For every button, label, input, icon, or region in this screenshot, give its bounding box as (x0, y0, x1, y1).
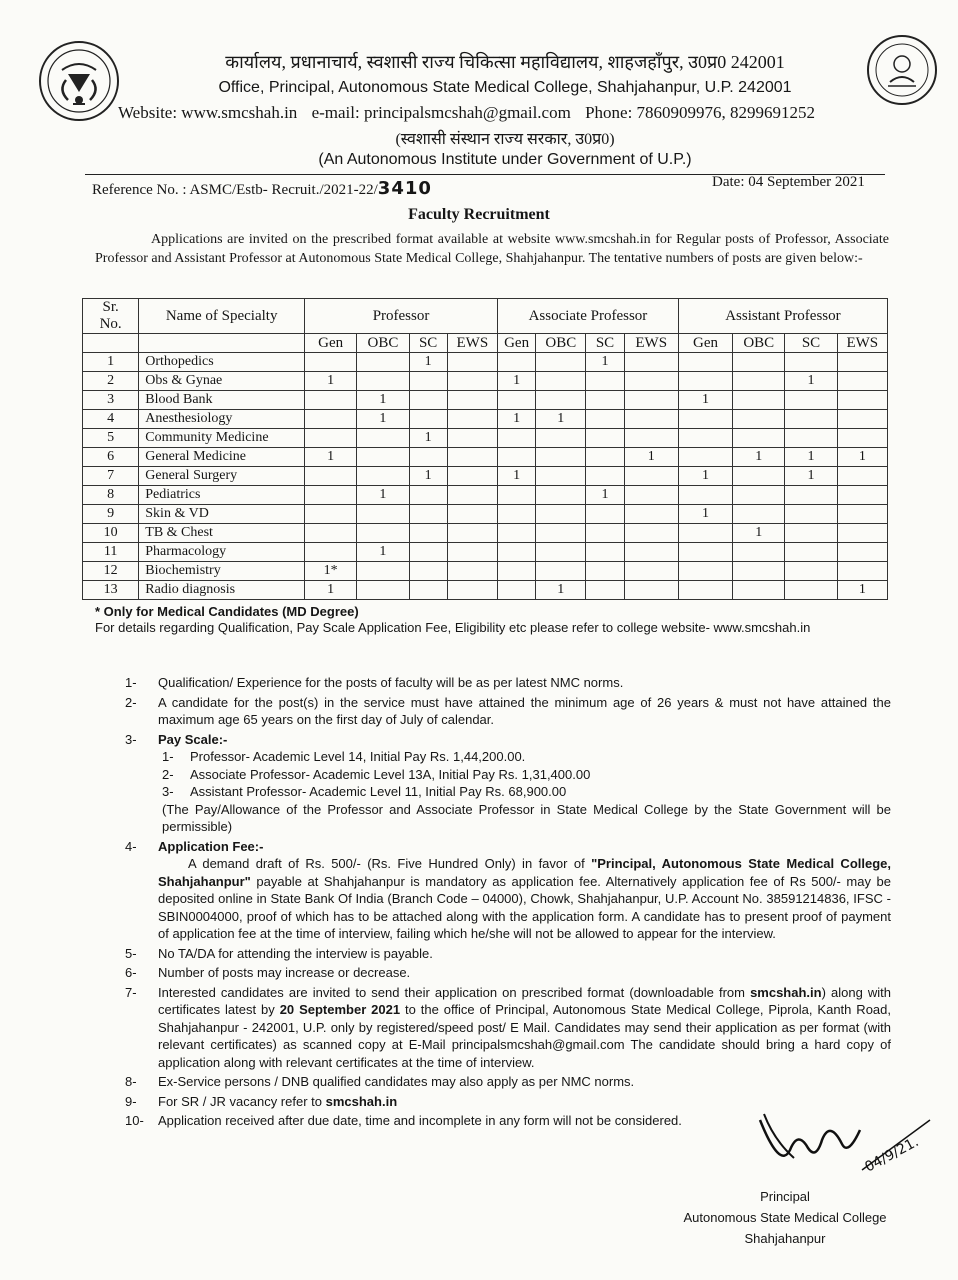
serial-cell: 9 (83, 505, 139, 524)
post-count-cell (357, 505, 409, 524)
specialty-cell: Pharmacology (139, 543, 305, 562)
post-count-cell (837, 410, 887, 429)
principal-signature (750, 1100, 950, 1180)
intro-paragraph: Applications are invited on the prescribed format available at website www.smcshah.in for Regular posts of Professor, Associate Professor and Assistant Professor at Autonomous State Medical College, Shahjahanpur. The tentative numbers of posts are given below:- (95, 232, 889, 266)
table-subheader-row (83, 334, 888, 353)
phone-numbers: Phone: 7860909976, 8299691252 (585, 103, 816, 122)
specialty-cell: Blood Bank (139, 391, 305, 410)
signatory-institution: Autonomous State Medical College (683, 1210, 887, 1225)
table-row (83, 524, 888, 543)
issue-date: Date: 04 September 2021 (712, 174, 865, 190)
post-count-cell (536, 372, 586, 391)
serial-cell: 11 (83, 543, 139, 562)
post-count-cell (733, 581, 785, 600)
post-count-cell: 1 (624, 448, 678, 467)
post-count-cell (837, 562, 887, 581)
office-name-hindi: कार्यालय, प्रधानाचार्य, स्वशासी राज्य चिकित्सा महाविद्यालय, शाहजहाँपुर, उ0प्र0 242001 (225, 52, 785, 72)
post-count-cell (498, 486, 536, 505)
specialty-cell: Anesthesiology (139, 410, 305, 429)
post-count-cell: 1 (536, 581, 586, 600)
post-count-cell (586, 448, 624, 467)
table-row (83, 372, 888, 391)
application-fee-heading: Application Fee:- (158, 838, 264, 854)
post-count-cell (837, 524, 887, 543)
table-row (83, 562, 888, 581)
post-count-cell (447, 505, 497, 524)
list-item: 7- Interested candidates are invited to send their application on prescribed format (downloadable from smcshah.in) along with certificates latest by 20 September 2021 to the office of Principal, Autonomous State Medical College, Piprola, Kanth Road, Shahjahanpur - 242001, U.P. only by registered/speed post/ E Mail. Candidates may send their application as per format (with relevant certificates) as scanned copy at E-Mail principalsmcshah@gmail.com The candidate should bring a hard copy of application along with relevant certificates at the time of interview. (125, 984, 891, 1070)
serial-cell: 10 (83, 524, 139, 543)
post-count-cell: 1 (785, 372, 837, 391)
post-count-cell (837, 467, 887, 486)
post-count-cell: 1 (498, 410, 536, 429)
post-count-cell (357, 429, 409, 448)
post-count-cell (624, 372, 678, 391)
website-link[interactable]: Website: www.smcshah.in (118, 103, 298, 122)
post-count-cell (447, 448, 497, 467)
table-row (83, 505, 888, 524)
specialty-cell: TB & Chest (139, 524, 305, 543)
post-count-cell: 1 (586, 486, 624, 505)
post-count-cell (586, 467, 624, 486)
post-count-cell: 1 (305, 448, 357, 467)
post-count-cell (498, 353, 536, 372)
post-count-cell (586, 391, 624, 410)
post-count-cell (305, 429, 357, 448)
post-count-cell (409, 543, 447, 562)
post-count-cell (447, 581, 497, 600)
sr-jr-link[interactable]: smcshah.in (325, 1093, 398, 1109)
post-count-cell (733, 543, 785, 562)
serial-cell: 1 (83, 353, 139, 372)
specialty-cell: General Medicine (139, 448, 305, 467)
category-header: EWS (837, 334, 887, 353)
post-count-cell (624, 391, 678, 410)
post-count-cell (357, 372, 409, 391)
table-row (83, 543, 888, 562)
post-count-cell (586, 581, 624, 600)
specialty-cell: Community Medicine (139, 429, 305, 448)
post-count-cell (624, 467, 678, 486)
up-government-emblem-icon (38, 40, 120, 122)
post-count-cell (447, 429, 497, 448)
specialty-cell: Skin & VD (139, 505, 305, 524)
post-count-cell (785, 353, 837, 372)
category-header: Gen (305, 334, 357, 353)
table-row (83, 486, 888, 505)
post-count-cell: 1 (357, 391, 409, 410)
post-count-cell (447, 543, 497, 562)
serial-cell: 13 (83, 581, 139, 600)
post-count-cell (498, 524, 536, 543)
list-item: 8- Ex-Service persons / DNB qualified candidates may also apply as per NMC norms. (125, 1074, 635, 1089)
post-count-cell (357, 562, 409, 581)
table-row (83, 448, 888, 467)
list-item: 4- Application Fee:- A demand draft of Rs. 500/- (Rs. Five Hundred Only) in favor of "Principal, Autonomous State Medical College, Shahjahanpur" payable at Shahjahanpur is mandatory as application fee. Alternatively application fee of Rs 500/- may be deposited online in State Bank Of India (Branch Code – 04000), Chowk, Shahjahanpur, U.P. Account No. 38591214836, IFSC - SBIN0004000, proof of which has to be attached along with the application form. A candidate has to present proof of payment of application fee at the time of interview, failing which he/she will not be allowed to appear for the interview. (125, 838, 892, 941)
post-count-cell (624, 410, 678, 429)
post-count-cell (837, 372, 887, 391)
post-count-cell (678, 448, 732, 467)
autonomous-note-hindi: (स्वशासी संस्थान राज्य सरकार, उ0प्र0) (395, 131, 615, 148)
post-count-cell (305, 353, 357, 372)
post-count-cell (305, 543, 357, 562)
post-count-cell (447, 524, 497, 543)
details-note: For details regarding Qualification, Pay Scale Application Fee, Eligibility etc please refer to college website- www.smcshah.in (95, 620, 811, 635)
signatory-block (650, 1186, 920, 1249)
office-name-english: Office, Principal, Autonomous State Medical College, Shahjahanpur, U.P. 242001 (218, 79, 792, 96)
post-count-cell (536, 524, 586, 543)
category-header: SC (785, 334, 837, 353)
post-count-cell (305, 524, 357, 543)
post-count-cell: 1 (678, 505, 732, 524)
reference-number: Reference No. : ASMC/Estb- Recruit./2021-22/3410 (92, 178, 432, 199)
post-count-cell (409, 562, 447, 581)
post-count-cell (409, 448, 447, 467)
post-count-cell: 1 (678, 391, 732, 410)
serial-cell: 8 (83, 486, 139, 505)
post-count-cell (409, 391, 447, 410)
post-count-cell: 1 (305, 581, 357, 600)
pay-scale-heading: Pay Scale:- (158, 731, 228, 747)
table-row (83, 410, 888, 429)
list-item: 2- A candidate for the post(s) in the service must have attained the minimum age of 26 years & must not have attained the maximum age 65 years on the first day of July of calendar. (125, 694, 891, 727)
post-count-cell (305, 505, 357, 524)
post-count-cell (624, 353, 678, 372)
post-count-cell (586, 543, 624, 562)
post-count-cell (624, 543, 678, 562)
post-count-cell (586, 562, 624, 581)
post-count-cell (447, 353, 497, 372)
post-count-cell (733, 410, 785, 429)
post-count-cell: 1* (305, 562, 357, 581)
header-associate-professor: Associate Professor (498, 299, 679, 334)
post-count-cell (624, 562, 678, 581)
post-count-cell: 1 (733, 524, 785, 543)
post-count-cell: 1 (837, 581, 887, 600)
post-count-cell (624, 486, 678, 505)
post-count-cell (498, 429, 536, 448)
category-header: Gen (498, 334, 536, 353)
page-title: Faculty Recruitment (408, 206, 550, 223)
list-item: 5- No TA/DA for attending the interview is payable. (125, 945, 433, 961)
signatory-title: Principal (760, 1189, 810, 1204)
post-count-cell (678, 353, 732, 372)
post-count-cell (498, 562, 536, 581)
post-count-cell (678, 543, 732, 562)
post-count-cell (536, 543, 586, 562)
handwritten-ref-number: 3410 (377, 178, 432, 199)
post-count-cell (498, 543, 536, 562)
signatory-city: Shahjahanpur (744, 1231, 826, 1246)
post-count-cell (447, 562, 497, 581)
subheader-blank (83, 334, 139, 353)
post-count-cell (785, 524, 837, 543)
md-degree-note: * Only for Medical Candidates (MD Degree) (95, 604, 359, 619)
post-count-cell: 1 (536, 410, 586, 429)
post-count-cell (536, 467, 586, 486)
post-count-cell (733, 372, 785, 391)
serial-cell: 12 (83, 562, 139, 581)
terms-list (125, 674, 891, 1132)
post-count-cell (586, 505, 624, 524)
post-count-cell (498, 505, 536, 524)
header-assistant-professor: Assistant Professor (678, 299, 887, 334)
category-header: EWS (447, 334, 497, 353)
post-count-cell (837, 353, 887, 372)
post-count-cell: 1 (409, 429, 447, 448)
autonomous-note-english: (An Autonomous Institute under Government of U.P.) (318, 151, 692, 168)
post-count-cell (498, 448, 536, 467)
post-count-cell (733, 467, 785, 486)
specialty-cell: Biochemistry (139, 562, 305, 581)
list-item: 1- Qualification/ Experience for the posts of faculty will be as per latest NMC norms. (125, 675, 624, 690)
post-count-cell (837, 486, 887, 505)
serial-cell: 6 (83, 448, 139, 467)
table-row (83, 353, 888, 372)
post-count-cell (678, 372, 732, 391)
category-header: OBC (536, 334, 586, 353)
post-count-cell (733, 429, 785, 448)
post-count-cell: 1 (409, 353, 447, 372)
post-count-cell: 1 (733, 448, 785, 467)
post-count-cell (624, 524, 678, 543)
specialty-cell: Orthopedics (139, 353, 305, 372)
post-count-cell (447, 410, 497, 429)
post-count-cell (586, 429, 624, 448)
list-item: 3- Pay Scale:- 1- Professor- Academic Level 14, Initial Pay Rs. 1,44,200.00. 2- Associate Professor- Academic Level 13A, Initial Pay Rs. 1,31,400.00 3- Assistant Professor- Academic Level 11, Initial Pay Rs. 68,900.00 (The Pay/Allowance of the Professor and Associate Professor in State Medical College by the State Government will be permissible) (125, 731, 891, 834)
serial-cell: 5 (83, 429, 139, 448)
specialty-cell: Obs & Gynae (139, 372, 305, 391)
post-count-cell (536, 486, 586, 505)
post-count-cell (785, 562, 837, 581)
post-count-cell (624, 429, 678, 448)
subheader-blank (139, 334, 305, 353)
table-row (83, 581, 888, 600)
post-count-cell (447, 467, 497, 486)
post-count-cell (409, 410, 447, 429)
post-count-cell (447, 372, 497, 391)
specialty-cell: Radio diagnosis (139, 581, 305, 600)
post-count-cell (305, 410, 357, 429)
category-header: OBC (733, 334, 785, 353)
post-count-cell: 1 (498, 372, 536, 391)
post-count-cell: 1 (785, 467, 837, 486)
specialty-cell: General Surgery (139, 467, 305, 486)
post-count-cell (785, 429, 837, 448)
post-count-cell (586, 524, 624, 543)
post-count-cell (785, 410, 837, 429)
post-count-cell: 1 (305, 372, 357, 391)
list-item: 9- For SR / JR vacancy refer to smcshah.in (125, 1093, 398, 1109)
vacancy-table (82, 298, 888, 600)
category-header: OBC (357, 334, 409, 353)
header-sr: Sr. No. (83, 299, 139, 334)
post-count-cell (357, 581, 409, 600)
post-count-cell (624, 581, 678, 600)
post-count-cell (409, 486, 447, 505)
post-count-cell (678, 562, 732, 581)
post-count-cell (733, 391, 785, 410)
post-count-cell (837, 391, 887, 410)
post-count-cell: 1 (357, 410, 409, 429)
post-count-cell: 1 (357, 543, 409, 562)
post-count-cell (586, 372, 624, 391)
post-count-cell (357, 524, 409, 543)
post-count-cell (498, 391, 536, 410)
category-header: SC (409, 334, 447, 353)
post-count-cell (536, 505, 586, 524)
post-count-cell (837, 505, 887, 524)
post-count-cell (305, 467, 357, 486)
post-count-cell (536, 353, 586, 372)
post-count-cell (305, 391, 357, 410)
post-count-cell (785, 581, 837, 600)
post-count-cell (837, 429, 887, 448)
post-count-cell (733, 486, 785, 505)
header-professor: Professor (305, 299, 498, 334)
serial-cell: 7 (83, 467, 139, 486)
header-specialty: Name of Specialty (139, 299, 305, 334)
list-item: 10- Application received after due date, time and incomplete in any form will not be considered. (125, 1113, 682, 1128)
category-header: EWS (624, 334, 678, 353)
post-count-cell: 1 (837, 448, 887, 467)
post-count-cell (624, 505, 678, 524)
post-count-cell (785, 391, 837, 410)
table-row (83, 467, 888, 486)
post-count-cell (678, 486, 732, 505)
post-count-cell (536, 562, 586, 581)
post-count-cell (536, 429, 586, 448)
post-count-cell (409, 505, 447, 524)
post-count-cell (837, 543, 887, 562)
post-count-cell (586, 410, 624, 429)
post-count-cell (678, 410, 732, 429)
category-header: Gen (678, 334, 732, 353)
post-count-cell (536, 391, 586, 410)
post-count-cell: 1 (586, 353, 624, 372)
table-row (83, 429, 888, 448)
post-count-cell: 1 (785, 448, 837, 467)
contact-line (118, 103, 878, 123)
post-count-cell (678, 581, 732, 600)
signature-date: 04/9/21. (862, 1133, 922, 1176)
post-count-cell (357, 467, 409, 486)
post-count-cell (733, 353, 785, 372)
post-count-cell: 1 (409, 467, 447, 486)
post-count-cell (785, 505, 837, 524)
post-count-cell (357, 448, 409, 467)
post-count-cell (785, 486, 837, 505)
post-count-cell (498, 581, 536, 600)
post-count-cell: 1 (678, 467, 732, 486)
email-link[interactable]: e-mail: principalsmcshah@gmail.com (311, 103, 571, 122)
table-header-row (83, 299, 888, 334)
serial-cell: 2 (83, 372, 139, 391)
post-count-cell: 1 (498, 467, 536, 486)
post-count-cell (447, 486, 497, 505)
post-count-cell (678, 524, 732, 543)
serial-cell: 4 (83, 410, 139, 429)
post-count-cell (785, 543, 837, 562)
post-count-cell (409, 372, 447, 391)
table-row (83, 391, 888, 410)
post-count-cell (305, 486, 357, 505)
post-count-cell (409, 581, 447, 600)
post-count-cell (536, 448, 586, 467)
post-count-cell (357, 353, 409, 372)
post-count-cell (733, 505, 785, 524)
list-item: 6- Number of posts may increase or decrease. (125, 965, 411, 980)
post-count-cell (678, 429, 732, 448)
category-header: SC (586, 334, 624, 353)
post-count-cell (447, 391, 497, 410)
post-count-cell (733, 562, 785, 581)
specialty-cell: Pediatrics (139, 486, 305, 505)
serial-cell: 3 (83, 391, 139, 410)
post-count-cell (409, 524, 447, 543)
post-count-cell: 1 (357, 486, 409, 505)
